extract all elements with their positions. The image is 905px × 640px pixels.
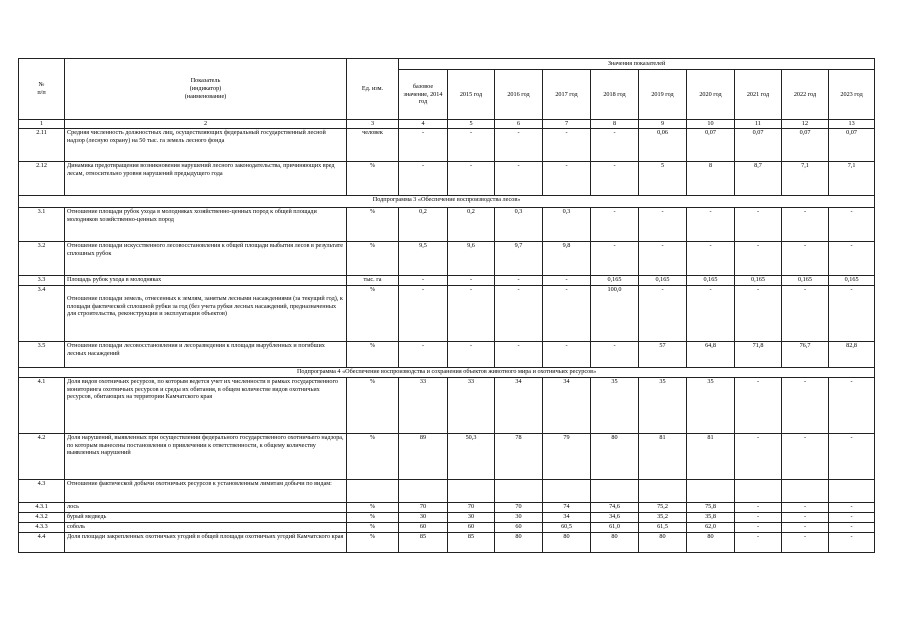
row-number: 4.3.1 — [19, 502, 65, 512]
value-cell: 79 — [543, 433, 591, 479]
unit-cell: % — [347, 285, 399, 341]
column-number: 9 — [639, 120, 687, 129]
value-cell: - — [829, 241, 875, 275]
value-cell: - — [782, 512, 829, 522]
value-cell: 0,2 — [448, 207, 495, 241]
value-cell: 0,06 — [639, 128, 687, 161]
value-cell: 75,2 — [639, 502, 687, 512]
column-number: 3 — [347, 120, 399, 129]
column-number: 11 — [735, 120, 782, 129]
value-cell: - — [448, 285, 495, 341]
unit-cell: % — [347, 502, 399, 512]
value-cell: - — [687, 207, 735, 241]
value-cell: 0,3 — [543, 207, 591, 241]
value-cell: 80 — [591, 433, 639, 479]
header-year: 2017 год — [543, 70, 591, 120]
value-cell: 30 — [399, 512, 448, 522]
value-cell — [829, 479, 875, 502]
value-cell: - — [495, 161, 543, 195]
value-cell: - — [495, 128, 543, 161]
value-cell: 60 — [495, 522, 543, 532]
indicator-name: Доля нарушений, выявленных при осуществлении федерального государственного охотничьего надзора, по которым вынесены постановления о привлечении к ответственности, к общему количеству выявленных нарушений — [65, 433, 347, 479]
indicator-name: Отношение площади лесовосстановления и лесоразведения к площади вырубленных и погибших лесных насаждений — [65, 341, 347, 367]
row-number: 4.3.3 — [19, 522, 65, 532]
column-number: 4 — [399, 120, 448, 129]
value-cell: - — [448, 128, 495, 161]
value-cell: - — [591, 128, 639, 161]
table-row — [19, 207, 875, 241]
table-row — [19, 128, 875, 161]
header-year: 2019 год — [639, 70, 687, 120]
value-cell: - — [782, 285, 829, 341]
value-cell: 0,165 — [829, 275, 875, 285]
value-cell: - — [543, 341, 591, 367]
header-num: № п/п — [19, 59, 65, 120]
value-cell: - — [591, 207, 639, 241]
value-cell: - — [687, 285, 735, 341]
value-cell: 0,07 — [735, 128, 782, 161]
header-year: 2023 год — [829, 70, 875, 120]
value-cell: 35 — [591, 377, 639, 433]
value-cell: 33 — [448, 377, 495, 433]
value-cell: 60,5 — [543, 522, 591, 532]
row-number: 4.1 — [19, 377, 65, 433]
value-cell: 70 — [448, 502, 495, 512]
value-cell: 80 — [591, 532, 639, 552]
value-cell: - — [829, 512, 875, 522]
value-cell: 82,8 — [829, 341, 875, 367]
value-cell: 78 — [495, 433, 543, 479]
table-row — [19, 285, 875, 341]
row-number: 3.5 — [19, 341, 65, 367]
value-cell: 64,8 — [687, 341, 735, 367]
value-cell: 30 — [495, 512, 543, 522]
value-cell: - — [399, 341, 448, 367]
value-cell: 61,0 — [591, 522, 639, 532]
value-cell: 9,5 — [399, 241, 448, 275]
indicator-name: соболь — [65, 522, 347, 532]
value-cell: 80 — [495, 532, 543, 552]
value-cell: - — [735, 207, 782, 241]
value-cell: 80 — [543, 532, 591, 552]
column-number: 5 — [448, 120, 495, 129]
table-row — [19, 522, 875, 532]
value-cell: 0,2 — [399, 207, 448, 241]
header-year: базовое значение, 2014 год — [399, 70, 448, 120]
value-cell: - — [543, 285, 591, 341]
value-cell: - — [543, 128, 591, 161]
value-cell: 74 — [543, 502, 591, 512]
value-cell: - — [448, 341, 495, 367]
column-number: 12 — [782, 120, 829, 129]
value-cell: - — [829, 532, 875, 552]
column-number: 13 — [829, 120, 875, 129]
value-cell: 34 — [495, 377, 543, 433]
header-year: 2022 год — [782, 70, 829, 120]
value-cell: - — [591, 161, 639, 195]
value-cell: - — [543, 161, 591, 195]
value-cell: - — [399, 275, 448, 285]
value-cell — [782, 479, 829, 502]
value-cell: - — [495, 341, 543, 367]
indicator-name: лось — [65, 502, 347, 512]
value-cell: 60 — [448, 522, 495, 532]
value-cell: - — [829, 522, 875, 532]
indicator-name: Доля видов охотничьих ресурсов, по которым ведется учет их численности в рамках государственного мониторинга охотничьих ресурсов и среды их обитания, в общем количестве видов охотничьих ресурсов, обитающих на территории Камчатского края — [65, 377, 347, 433]
value-cell: - — [687, 241, 735, 275]
value-cell: 71,8 — [735, 341, 782, 367]
value-cell: 100,0 — [591, 285, 639, 341]
unit-cell: человек — [347, 128, 399, 161]
indicator-name: Отношение площади искусственного лесовосстановления к общей площади выбытия лесов в результате сплошных рубок — [65, 241, 347, 275]
value-cell: 5 — [639, 161, 687, 195]
value-cell: 89 — [399, 433, 448, 479]
value-cell: 35 — [639, 377, 687, 433]
value-cell: 80 — [639, 532, 687, 552]
value-cell: 0,165 — [639, 275, 687, 285]
value-cell: 35,8 — [687, 512, 735, 522]
table-row — [19, 377, 875, 433]
value-cell: 85 — [399, 532, 448, 552]
value-cell: 0,165 — [735, 275, 782, 285]
indicator-name: бурый медведь — [65, 512, 347, 522]
header-year: 2020 год — [687, 70, 735, 120]
value-cell: - — [591, 341, 639, 367]
value-cell: 8 — [687, 161, 735, 195]
value-cell: 0,165 — [591, 275, 639, 285]
subprogram-title: Подпрограмма 4 «Обеспечение воспроизводства и сохранения объектов животного мира и охотничьих ресурсов» — [19, 367, 875, 377]
value-cell: - — [782, 207, 829, 241]
row-number: 2.11 — [19, 128, 65, 161]
column-number: 10 — [687, 120, 735, 129]
value-cell: - — [829, 377, 875, 433]
value-cell: - — [829, 207, 875, 241]
subprogram-title: Подпрограмма 3 «Обеспечение воспроизводства лесов» — [19, 195, 875, 207]
value-cell: - — [829, 285, 875, 341]
table-header — [19, 59, 875, 129]
row-number: 4.3 — [19, 479, 65, 502]
row-number: 3.3 — [19, 275, 65, 285]
value-cell — [735, 479, 782, 502]
row-number: 4.4 — [19, 532, 65, 552]
value-cell: - — [639, 241, 687, 275]
header-year: 2015 год — [448, 70, 495, 120]
value-cell: 34,6 — [591, 512, 639, 522]
value-cell: - — [591, 241, 639, 275]
column-number: 8 — [591, 120, 639, 129]
value-cell: 61,5 — [639, 522, 687, 532]
value-cell: - — [735, 433, 782, 479]
value-cell: 81 — [639, 433, 687, 479]
value-cell: 0,3 — [495, 207, 543, 241]
value-cell: - — [735, 377, 782, 433]
table-row — [19, 479, 875, 502]
column-number: 1 — [19, 120, 65, 129]
value-cell: - — [782, 532, 829, 552]
column-number: 2 — [65, 120, 347, 129]
value-cell: 62,0 — [687, 522, 735, 532]
value-cell — [448, 479, 495, 502]
value-cell — [495, 479, 543, 502]
row-number: 3.4 — [19, 285, 65, 341]
value-cell: 9,8 — [543, 241, 591, 275]
unit-cell: % — [347, 522, 399, 532]
value-cell: - — [399, 128, 448, 161]
indicator-name: Отношение площади земель, отнесенных к землям, занятым лесными насаждениями (за текущий год), к площади фактической сплошной рубки за год (без учета рубки лесных насаждений, предназначенных для строительства, реконструкции и эксплуатации объектов) — [65, 285, 347, 341]
value-cell: - — [448, 161, 495, 195]
value-cell: - — [735, 502, 782, 512]
unit-cell: % — [347, 241, 399, 275]
table-row — [19, 275, 875, 285]
value-cell: - — [399, 285, 448, 341]
value-cell: 81 — [687, 433, 735, 479]
value-cell: - — [829, 433, 875, 479]
value-cell: - — [399, 161, 448, 195]
column-number: 6 — [495, 120, 543, 129]
table-row — [19, 161, 875, 195]
value-cell: - — [448, 275, 495, 285]
value-cell: 7,1 — [782, 161, 829, 195]
value-cell: 7,1 — [829, 161, 875, 195]
indicator-name: Отношение фактической добычи охотничьих ресурсов к установленным лимитам добычи по видам: — [65, 479, 347, 502]
indicator-name: Отношение площади рубок ухода в молодняках хозяйственно-ценных пород к общей площади молодняков хозяйственно-ценных пород — [65, 207, 347, 241]
value-cell: 0,07 — [829, 128, 875, 161]
table-row — [19, 241, 875, 275]
value-cell: - — [782, 241, 829, 275]
row-number: 4.3.2 — [19, 512, 65, 522]
value-cell: - — [782, 377, 829, 433]
value-cell: - — [782, 502, 829, 512]
value-cell: 70 — [399, 502, 448, 512]
value-cell: 50,3 — [448, 433, 495, 479]
value-cell: 34 — [543, 512, 591, 522]
subprogram-row — [19, 367, 875, 377]
value-cell: 9,7 — [495, 241, 543, 275]
value-cell: 0,07 — [687, 128, 735, 161]
table-body — [19, 128, 875, 552]
row-number: 2.12 — [19, 161, 65, 195]
value-cell: 70 — [495, 502, 543, 512]
value-cell: 35 — [687, 377, 735, 433]
value-cell: - — [735, 241, 782, 275]
value-cell: 60 — [399, 522, 448, 532]
unit-cell: % — [347, 377, 399, 433]
header-year: 2018 год — [591, 70, 639, 120]
value-cell: 74,6 — [591, 502, 639, 512]
column-number: 7 — [543, 120, 591, 129]
header-values-group: Значения показателей — [399, 59, 875, 70]
value-cell: 75,8 — [687, 502, 735, 512]
value-cell: 34 — [543, 377, 591, 433]
subprogram-row — [19, 195, 875, 207]
value-cell — [687, 479, 735, 502]
value-cell: 0,165 — [687, 275, 735, 285]
value-cell: - — [782, 433, 829, 479]
indicators-table — [18, 58, 875, 553]
value-cell: 0,165 — [782, 275, 829, 285]
header-indicator: Показатель (индикатор) (наименование) — [65, 59, 347, 120]
value-cell: 57 — [639, 341, 687, 367]
unit-cell — [347, 479, 399, 502]
header-unit: Ед. изм. — [347, 59, 399, 120]
value-cell: - — [495, 285, 543, 341]
value-cell: 85 — [448, 532, 495, 552]
header-year: 2021 год — [735, 70, 782, 120]
value-cell: - — [543, 275, 591, 285]
table-row — [19, 433, 875, 479]
indicator-name: Доля площади закрепленных охотничьих угодий в общей площади охотничьих угодий Камчатского края — [65, 532, 347, 552]
value-cell: - — [639, 285, 687, 341]
row-number: 4.2 — [19, 433, 65, 479]
header-year: 2016 год — [495, 70, 543, 120]
unit-cell: % — [347, 161, 399, 195]
value-cell: 30 — [448, 512, 495, 522]
indicator-table-sheet — [18, 58, 875, 553]
unit-cell: % — [347, 532, 399, 552]
value-cell: - — [495, 275, 543, 285]
unit-cell: % — [347, 433, 399, 479]
table-row — [19, 502, 875, 512]
value-cell: - — [639, 207, 687, 241]
table-row — [19, 512, 875, 522]
value-cell: 9,6 — [448, 241, 495, 275]
table-row — [19, 341, 875, 367]
value-cell: 35,2 — [639, 512, 687, 522]
row-number: 3.1 — [19, 207, 65, 241]
value-cell: - — [735, 522, 782, 532]
indicator-name: Средняя численность должностных лиц, осуществляющих федеральный государственный лесной надзор (лесную охрану) на 50 тыс. га земель лесного фонда — [65, 128, 347, 161]
value-cell — [543, 479, 591, 502]
table-row — [19, 532, 875, 552]
value-cell: - — [782, 522, 829, 532]
value-cell — [399, 479, 448, 502]
value-cell — [639, 479, 687, 502]
unit-cell: % — [347, 341, 399, 367]
value-cell — [591, 479, 639, 502]
row-number: 3.2 — [19, 241, 65, 275]
value-cell: - — [735, 285, 782, 341]
value-cell: - — [829, 502, 875, 512]
unit-cell: тыс. га — [347, 275, 399, 285]
value-cell: 76,7 — [782, 341, 829, 367]
unit-cell: % — [347, 207, 399, 241]
value-cell: - — [735, 532, 782, 552]
value-cell: 0,07 — [782, 128, 829, 161]
value-cell: 8,7 — [735, 161, 782, 195]
value-cell: 80 — [687, 532, 735, 552]
unit-cell: % — [347, 512, 399, 522]
value-cell: - — [735, 512, 782, 522]
indicator-name: Динамика предотвращения возникновения нарушений лесного законодательства, причиняющих вред лесам, относительно уровня нарушений предыдущего года — [65, 161, 347, 195]
value-cell: 33 — [399, 377, 448, 433]
indicator-name: Площадь рубок ухода в молодняках — [65, 275, 347, 285]
